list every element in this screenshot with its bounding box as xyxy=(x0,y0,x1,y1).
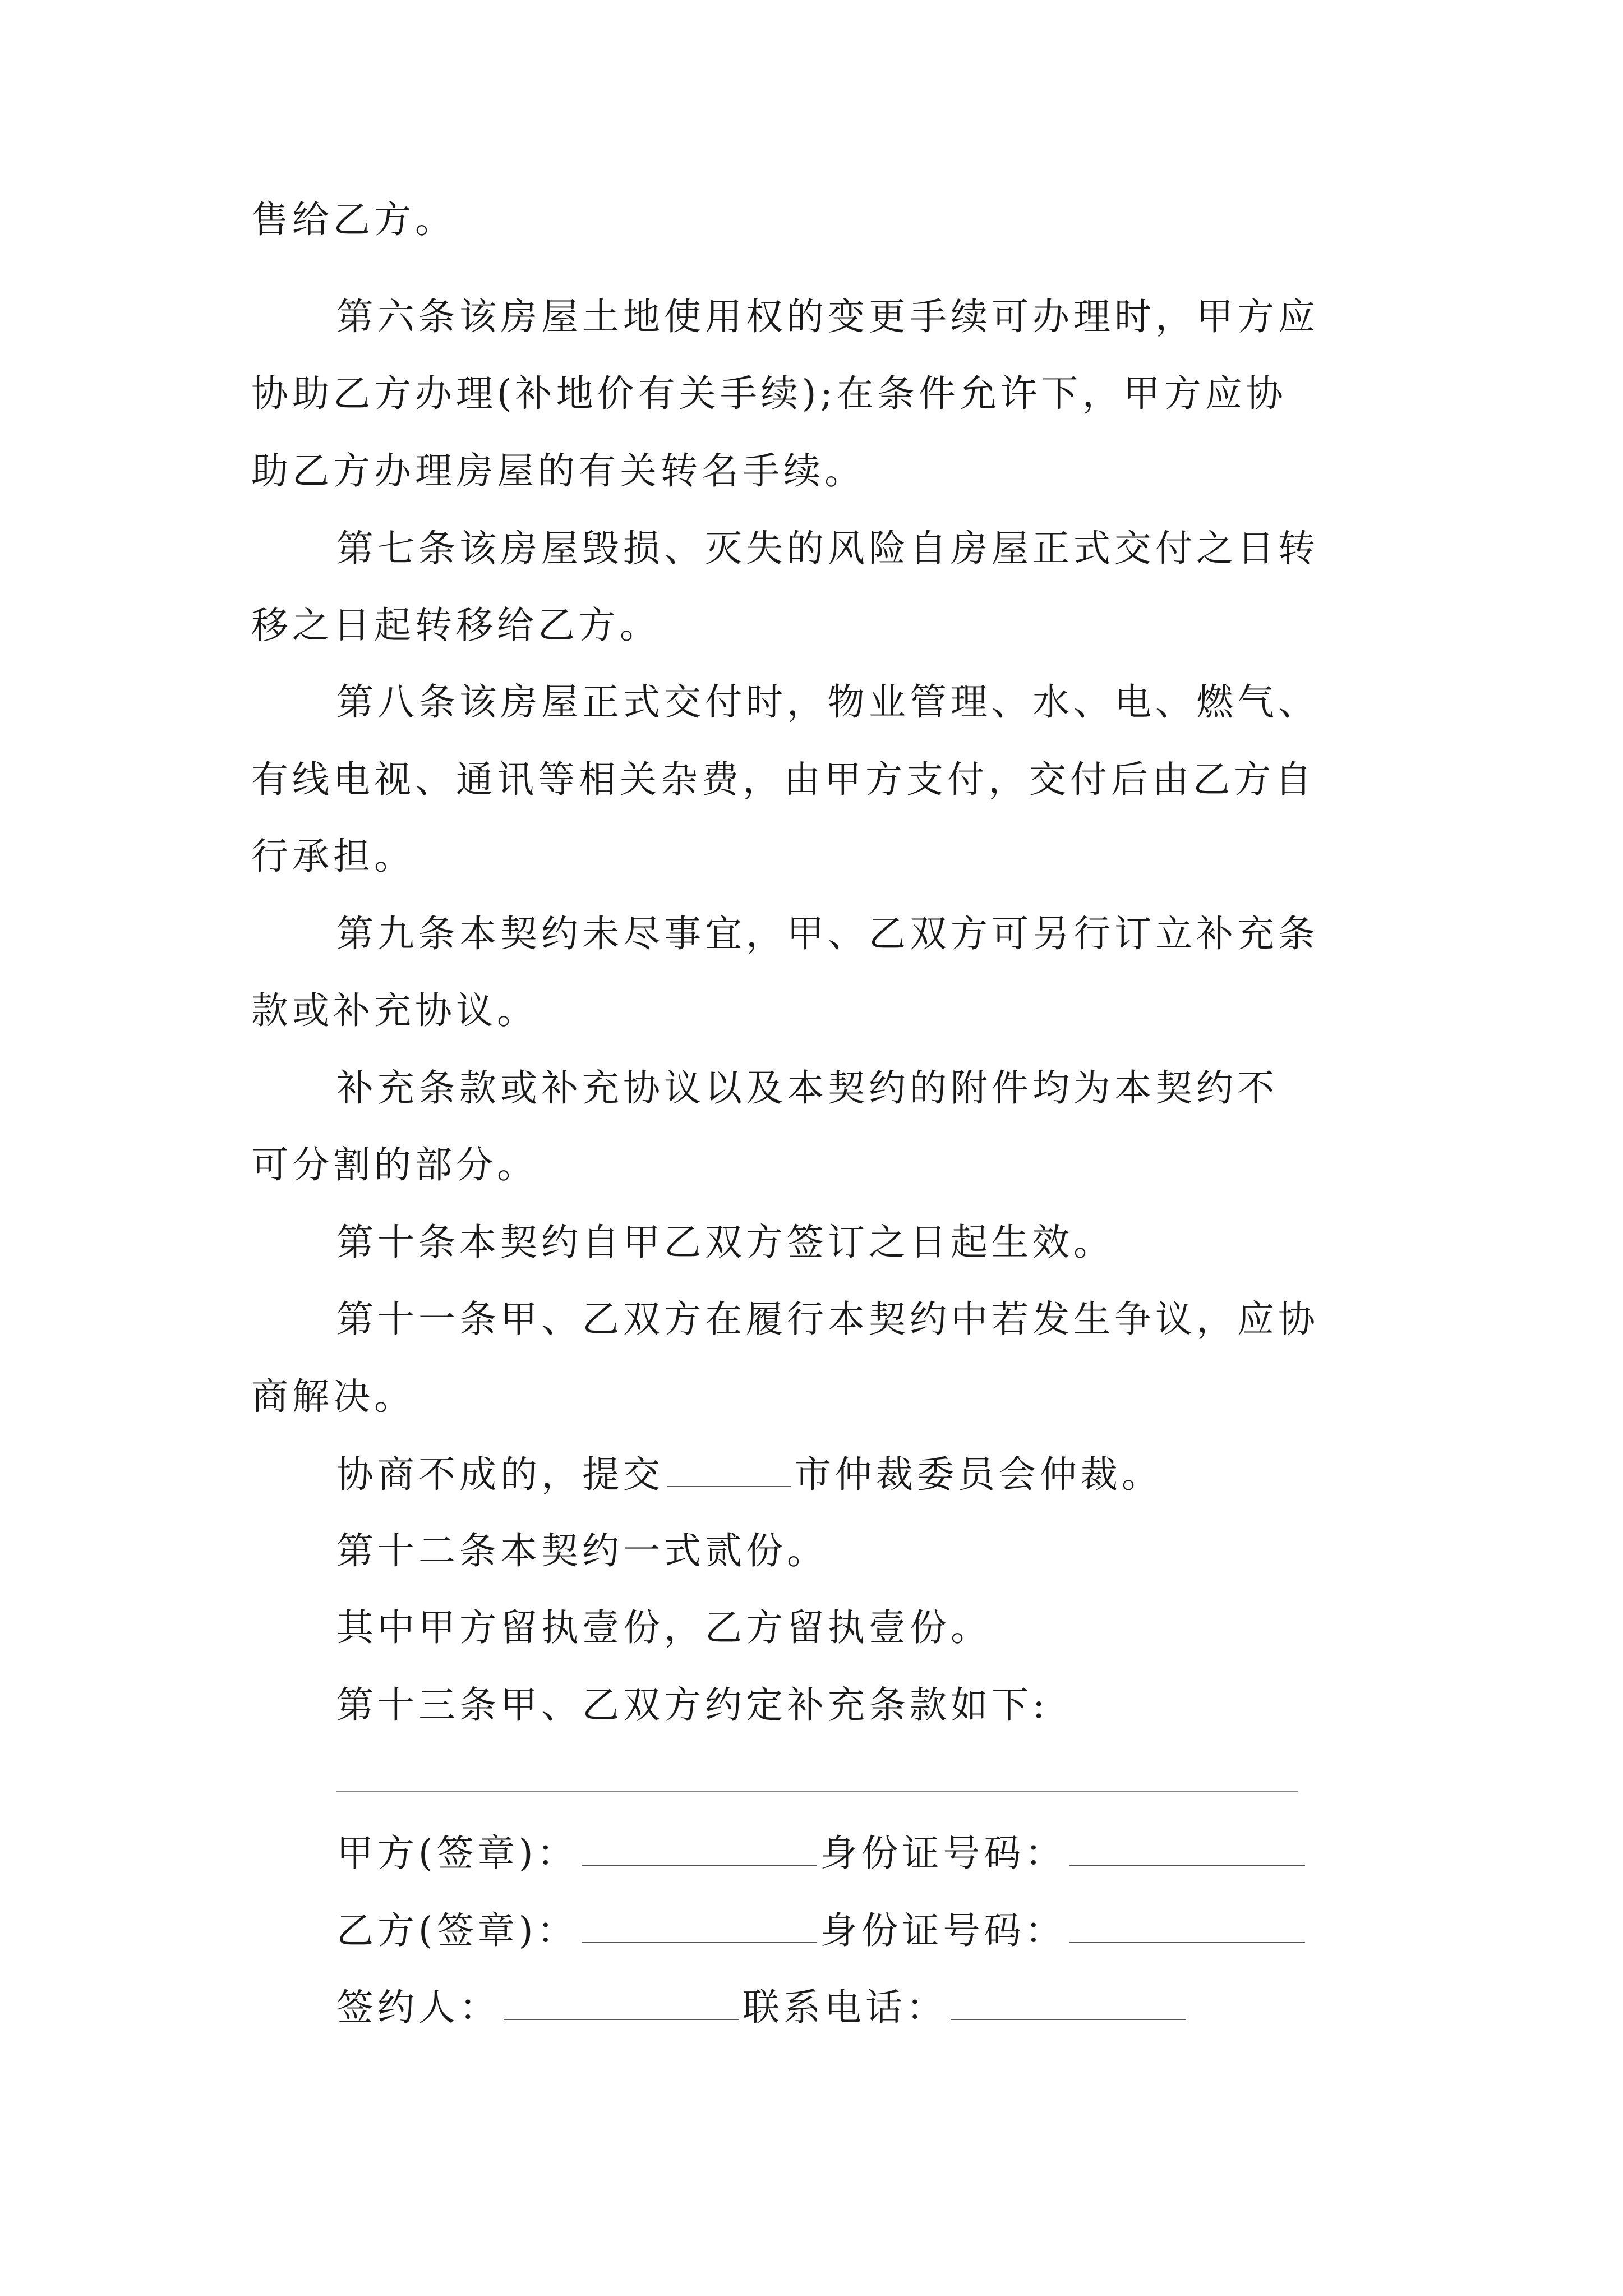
clause-7-line-1: 第七条该房屋毁损、灭失的风险自房屋正式交付之日转 xyxy=(336,527,1319,570)
supplement-terms-blank-line[interactable] xyxy=(336,1791,1298,1792)
clause-8-line-1: 第八条该房屋正式交付时，物业管理、水、电、燃气、 xyxy=(336,680,1319,724)
clause-11-line-2: 商解决。 xyxy=(251,1375,415,1418)
party-a-label: 甲方(签章)： xyxy=(336,1832,578,1875)
supplement-line-2: 可分割的部分。 xyxy=(251,1143,538,1186)
arbitration-city-blank[interactable] xyxy=(667,1451,791,1487)
clause-8-line-2: 有线电视、通讯等相关杂费，由甲方支付，交付后由乙方自 xyxy=(251,758,1316,801)
party-b-id-blank[interactable] xyxy=(1069,1907,1305,1943)
signer-blank[interactable] xyxy=(504,1984,739,2020)
signer-label: 签约人： xyxy=(336,1986,500,2029)
signer-row xyxy=(336,1984,1189,2030)
arbitration-line xyxy=(336,1451,1163,1497)
clause-9-line-2: 款或补充协议。 xyxy=(251,989,538,1032)
party-b-signature-blank[interactable] xyxy=(582,1907,817,1943)
clause-6-line-2: 协助乙方办理(补地价有关手续);在条件允许下，甲方应协 xyxy=(251,372,1287,415)
clause-11-line-1: 第十一条甲、乙双方在履行本契约中若发生争议，应协 xyxy=(336,1297,1319,1341)
clause-9-line-1: 第九条本契约未尽事宜，甲、乙双方可另行订立补充条 xyxy=(336,912,1319,955)
party-a-id-label: 身份证号码： xyxy=(820,1832,1066,1875)
party-b-label: 乙方(签章)： xyxy=(336,1909,578,1952)
clause-6-line-3: 助乙方办理房屋的有关转名手续。 xyxy=(251,449,865,493)
party-a-signature-row xyxy=(336,1830,1308,1876)
arbitration-text-after: 市仲裁委员会仲裁。 xyxy=(794,1453,1163,1496)
clause-6-line-1: 第六条该房屋土地使用权的变更手续可办理时，甲方应 xyxy=(336,295,1319,338)
clause-8-line-3: 行承担。 xyxy=(251,835,415,878)
party-a-id-blank[interactable] xyxy=(1069,1830,1305,1866)
party-b-signature-row xyxy=(336,1907,1308,1953)
copies-line: 其中甲方留执壹份，乙方留执壹份。 xyxy=(336,1606,992,1649)
phone-label: 联系电话： xyxy=(743,1986,947,2029)
clause-7-line-2: 移之日起转移给乙方。 xyxy=(251,604,661,647)
party-b-id-label: 身份证号码： xyxy=(820,1909,1066,1952)
clause-13-line: 第十三条甲、乙双方约定补充条款如下: xyxy=(336,1683,1049,1727)
supplement-line-1: 补充条款或补充协议以及本契约的附件均为本契约不 xyxy=(336,1066,1278,1110)
clause-10-line: 第十条本契约自甲乙双方签订之日起生效。 xyxy=(336,1221,1114,1264)
clause-12-line: 第十二条本契约一式贰份。 xyxy=(336,1529,828,1572)
phone-blank[interactable] xyxy=(951,1984,1186,2020)
arbitration-text-before: 协商不成的，提交 xyxy=(336,1453,664,1496)
party-a-signature-blank[interactable] xyxy=(582,1830,817,1866)
text-line-1: 售给乙方。 xyxy=(251,198,456,241)
